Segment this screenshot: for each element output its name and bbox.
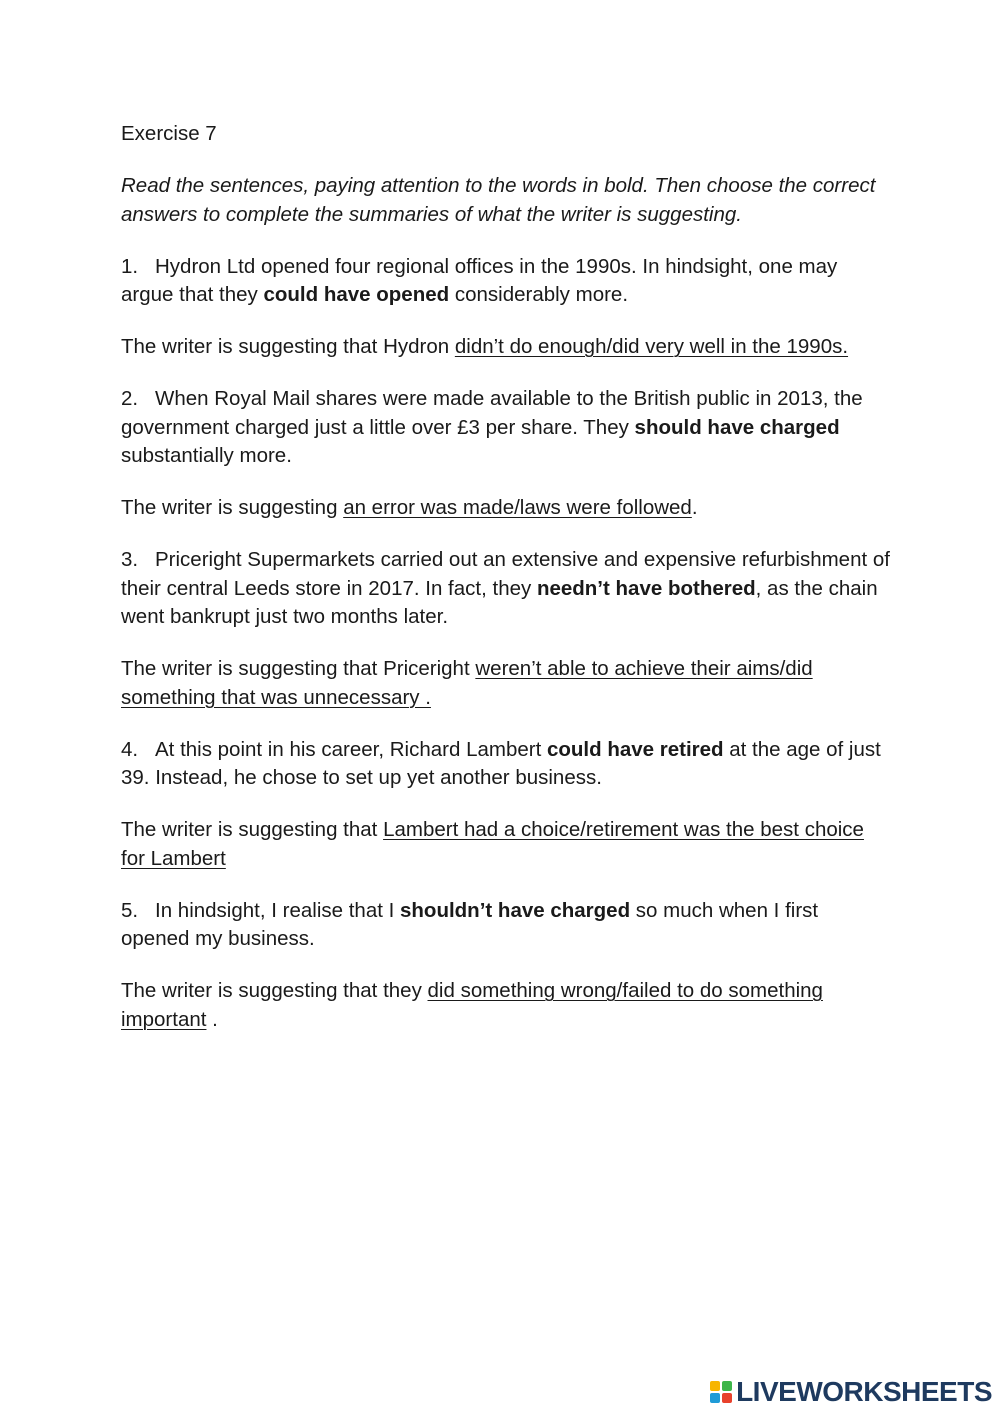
question-number: 3. (121, 548, 139, 571)
answer-choice[interactable]: weren’t able to achieve their aims/did something that was unnecessary . (121, 657, 813, 709)
logo-text: LIVEWORKSHEETS (736, 1376, 992, 1407)
sentence-text: considerably more. (449, 283, 629, 306)
summary-sentence (121, 333, 891, 362)
bold-phrase: shouldn’t have charged (400, 898, 631, 922)
logo-square (710, 1393, 720, 1403)
logo-square (710, 1381, 720, 1391)
question-sentence (121, 546, 891, 632)
summary-sentence (121, 655, 891, 712)
summary-prefix: The writer is suggesting that Hydron (121, 335, 455, 358)
worksheet-page (121, 120, 891, 1058)
exercise-title: Exercise 7 (121, 122, 217, 145)
summary-prefix: The writer is suggesting that (121, 818, 384, 841)
logo-mark-icon (710, 1381, 732, 1403)
summary-sentence (121, 494, 891, 523)
question-sentence (121, 385, 891, 471)
sentence-text: When Royal Mail shares were made available to the British public in 2013, the government charged just a little over £3 per share. They (121, 387, 863, 439)
sentence-text: so much when I first opened my business. (121, 898, 819, 950)
liveworksheets-logo (710, 1377, 992, 1407)
summary-sentence (121, 977, 891, 1034)
summary-suffix: . (206, 1007, 218, 1031)
summary-prefix: The writer is suggesting that Priceright (121, 657, 476, 680)
sentence-text: At this point in his career, Richard Lambert (155, 737, 547, 761)
sentence-text: In hindsight, I realise that I (155, 898, 400, 922)
bold-phrase: could have retired (546, 737, 724, 761)
sentence-text: Priceright Supermarkets carried out an extensive and expensive refurbishment of their central Leeds store in 2017. In fact, they (121, 548, 890, 600)
summary-prefix: The writer is suggesting that they (121, 979, 428, 1002)
question-number: 1. (121, 254, 139, 278)
logo-square (722, 1381, 732, 1391)
question-number: 4. (121, 737, 139, 761)
summary-sentence (121, 816, 891, 873)
question-number: 5. (121, 898, 139, 922)
sentence-text: substantially more. (121, 444, 292, 467)
bold-phrase: needn’t have bothered (536, 576, 756, 600)
sentence-text: Hydron Ltd opened four regional offices in the 1990s. In hindsight, one may argue that they (121, 254, 838, 306)
summary-prefix: The writer is suggesting (121, 496, 344, 519)
bold-phrase: should have charged (634, 415, 840, 439)
answer-choice[interactable]: didn’t do enough/did very well in the 1990s. (454, 335, 849, 358)
question-number: 2. (121, 387, 139, 410)
question-sentence (121, 736, 891, 793)
summary-suffix: . (691, 496, 698, 519)
logo-square (722, 1393, 732, 1403)
sentence-text: , as the chain went bankrupt just two months later. (121, 576, 878, 628)
answer-choice[interactable]: an error was made/laws were followed (343, 496, 692, 519)
sentence-text: at the age of just 39. Instead, he chose to set up yet another business. (121, 737, 881, 789)
question-sentence (121, 253, 891, 310)
answer-choice[interactable]: Lambert had a choice/retirement was the best choice for Lambert (121, 818, 864, 870)
bold-phrase: could have opened (263, 283, 450, 306)
question-sentence (121, 897, 891, 954)
answer-choice[interactable]: did something wrong/failed to do something important (121, 979, 823, 1031)
instructions: Read the sentences, paying attention to the words in bold. Then choose the correct answers to complete the summaries of what the writer is suggesting. (121, 174, 876, 226)
